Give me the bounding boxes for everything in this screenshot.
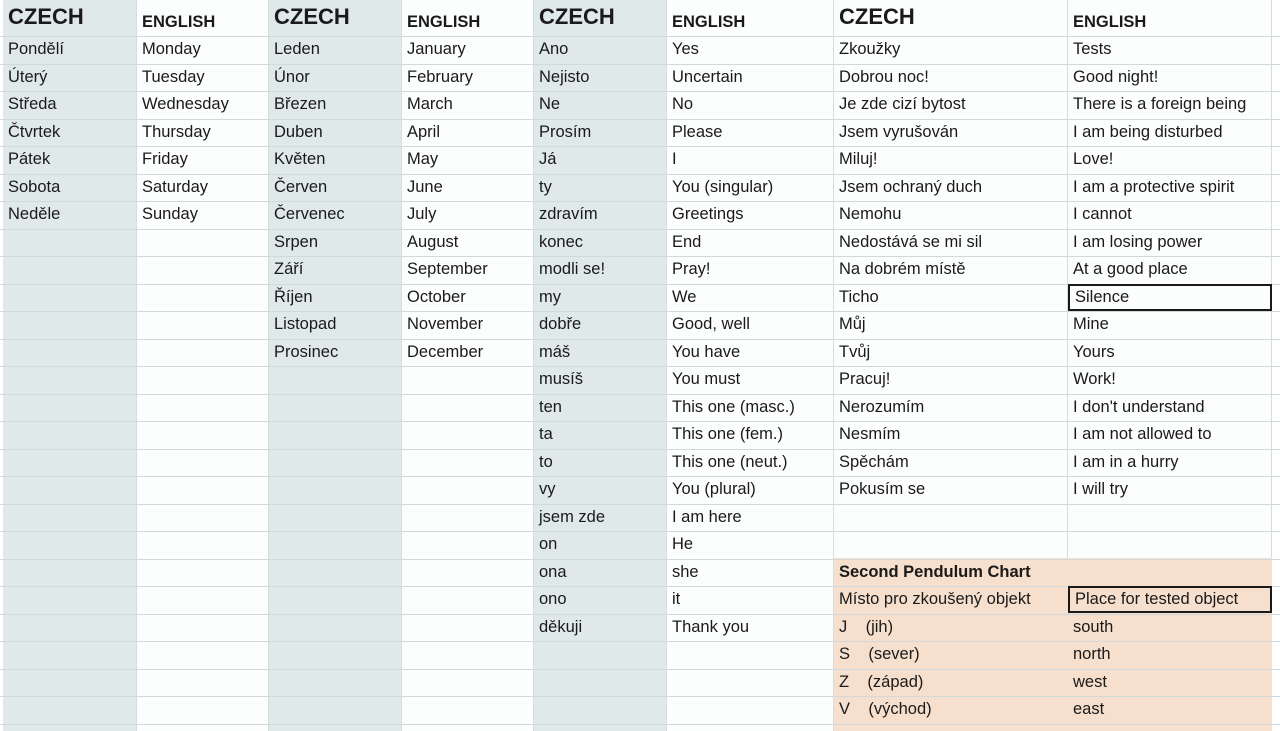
header-english: ENGLISH [142, 13, 216, 31]
words-english-cell: No [672, 95, 694, 113]
pendulum-english-cell: south [1073, 618, 1114, 636]
grid-line [0, 724, 1280, 725]
words-english-cell: Greetings [672, 205, 744, 223]
words-english-cell: This one (neut.) [672, 453, 788, 471]
phrases-czech-cell: Zkoužky [839, 40, 901, 58]
words-english-cell: she [672, 563, 699, 581]
phrases-czech-cell: Dobrou noc! [839, 68, 929, 86]
words-czech-cell: dobře [539, 315, 582, 333]
phrases-english-cell: I will try [1073, 480, 1128, 498]
phrases-czech-cell: Nesmím [839, 425, 901, 443]
pendulum-czech-cell: Místo pro zkoušený objekt [839, 590, 1031, 608]
months-english-cell: January [407, 40, 466, 58]
words-english-cell: He [672, 535, 694, 553]
phrases-czech-cell: Na dobrém místě [839, 260, 966, 278]
words-czech-cell: musíš [539, 370, 584, 388]
words-czech-cell: ona [539, 563, 567, 581]
phrases-czech-cell: Nerozumím [839, 398, 925, 416]
phrases-czech-cell: Ticho [839, 288, 879, 306]
months-czech-cell: Listopad [274, 315, 337, 333]
words-czech-cell: vy [539, 480, 556, 498]
phrases-english-cell: Tests [1073, 40, 1112, 58]
pendulum-english-cell: east [1073, 700, 1105, 718]
words-english-cell: End [672, 233, 702, 251]
words-english-cell: You (singular) [672, 178, 774, 196]
words-czech-cell: ten [539, 398, 562, 416]
phrases-english-cell: Love! [1073, 150, 1114, 168]
words-czech-cell: ty [539, 178, 552, 196]
months-english-cell: May [407, 150, 439, 168]
words-czech-cell: Prosím [539, 123, 592, 141]
words-english-cell: Please [672, 123, 723, 141]
phrases-english-cell: Good night! [1073, 68, 1159, 86]
header-czech: CZECH [274, 4, 350, 29]
header-english: ENGLISH [1073, 13, 1147, 31]
phrases-english-cell: At a good place [1073, 260, 1188, 278]
months-english-cell: July [407, 205, 437, 223]
header-english: ENGLISH [672, 13, 746, 31]
words-czech-cell: konec [539, 233, 584, 251]
phrases-czech-cell: Tvůj [839, 343, 871, 361]
phrases-english-cell: Yours [1073, 343, 1115, 361]
words-english-cell: You must [672, 370, 741, 388]
words-english-cell: Uncertain [672, 68, 743, 86]
days-czech-cell: Neděle [8, 205, 61, 223]
phrases-czech-cell: Pokusím se [839, 480, 926, 498]
days-english-cell: Saturday [142, 178, 209, 196]
pendulum-czech-cell: J (jih) [839, 618, 894, 636]
pendulum-english-cell: west [1073, 673, 1107, 691]
selected-cell: Silence [1068, 284, 1272, 311]
days-czech-cell: Středa [8, 95, 57, 113]
words-english-cell: This one (fem.) [672, 425, 783, 443]
phrases-english-cell: I am a protective spirit [1073, 178, 1235, 196]
months-czech-cell: Duben [274, 123, 323, 141]
months-english-cell: March [407, 95, 453, 113]
phrases-english-cell: There is a foreign being [1073, 95, 1247, 113]
words-english-cell: Pray! [672, 260, 711, 278]
phrases-english-cell: I am losing power [1073, 233, 1203, 251]
days-english-cell: Sunday [142, 205, 198, 223]
phrases-czech-cell: Nedostává se mi sil [839, 233, 983, 251]
phrases-czech-cell: Miluj! [839, 150, 878, 168]
months-czech-cell: Září [274, 260, 304, 278]
words-czech-cell: Ne [539, 95, 561, 113]
words-english-cell: I am here [672, 508, 742, 526]
words-english-cell: Yes [672, 40, 699, 58]
selected-cell: Place for tested object [1068, 586, 1272, 613]
months-czech-cell: Srpen [274, 233, 319, 251]
words-english-cell: This one (masc.) [672, 398, 795, 416]
months-czech-cell: Březen [274, 95, 327, 113]
pendulum-czech-cell: S (sever) [839, 645, 920, 663]
days-english-cell: Thursday [142, 123, 211, 141]
months-czech-cell: Prosinec [274, 343, 339, 361]
months-english-cell: September [407, 260, 488, 278]
phrases-english-cell: Mine [1073, 315, 1109, 333]
pendulum-chart-title: Second Pendulum Chart [839, 563, 1031, 581]
months-english-cell: October [407, 288, 466, 306]
words-czech-cell: Já [539, 150, 557, 168]
phrases-czech-cell: Je zde cizí bytost [839, 95, 966, 113]
words-czech-cell: to [539, 453, 553, 471]
months-czech-cell: Květen [274, 150, 326, 168]
words-czech-cell: Ano [539, 40, 569, 58]
phrases-english-cell: I am not allowed to [1073, 425, 1212, 443]
pendulum-english-cell: north [1073, 645, 1111, 663]
months-czech-cell: Říjen [274, 288, 313, 306]
words-czech-cell: Nejisto [539, 68, 590, 86]
words-czech-cell: zdravím [539, 205, 598, 223]
months-czech-cell: Červenec [274, 205, 345, 223]
words-english-cell: Thank you [672, 618, 750, 636]
words-czech-cell: ta [539, 425, 553, 443]
months-english-cell: November [407, 315, 484, 333]
header-czech: CZECH [539, 4, 615, 29]
days-english-cell: Monday [142, 40, 201, 58]
days-english-cell: Wednesday [142, 95, 229, 113]
words-czech-cell: modli se! [539, 260, 606, 278]
phrases-english-cell: I am in a hurry [1073, 453, 1179, 471]
days-czech-cell: Pondělí [8, 40, 64, 58]
days-czech-cell: Sobota [8, 178, 61, 196]
words-english-cell: You (plural) [672, 480, 756, 498]
words-english-cell: it [672, 590, 681, 608]
phrases-english-cell: I don't understand [1073, 398, 1205, 416]
header-czech: CZECH [8, 4, 84, 29]
pendulum-czech-cell: Z (západ) [839, 673, 924, 691]
days-czech-cell: Úterý [8, 68, 48, 86]
words-english-cell: I [672, 150, 677, 168]
words-czech-cell: máš [539, 343, 571, 361]
months-english-cell: February [407, 68, 474, 86]
words-czech-cell: děkuji [539, 618, 583, 636]
phrases-czech-cell: Jsem ochraný duch [839, 178, 983, 196]
phrases-czech-cell: Spěchám [839, 453, 909, 471]
words-english-cell: Good, well [672, 315, 750, 333]
months-english-cell: August [407, 233, 459, 251]
phrases-czech-cell: Pracuj! [839, 370, 891, 388]
months-czech-cell: Leden [274, 40, 320, 58]
phrases-czech-cell: Můj [839, 315, 866, 333]
phrases-english-cell: I am being disturbed [1073, 123, 1223, 141]
pendulum-czech-cell: V (východ) [839, 700, 932, 718]
words-english-cell: You have [672, 343, 741, 361]
months-czech-cell: Červen [274, 178, 328, 196]
phrases-czech-cell: Jsem vyrušován [839, 123, 959, 141]
words-czech-cell: ono [539, 590, 567, 608]
header-czech: CZECH [839, 4, 915, 29]
months-english-cell: December [407, 343, 484, 361]
phrases-english-cell: I cannot [1073, 205, 1132, 223]
days-czech-cell: Čtvrtek [8, 123, 61, 141]
words-czech-cell: jsem zde [539, 508, 606, 526]
days-czech-cell: Pátek [8, 150, 51, 168]
months-english-cell: June [407, 178, 443, 196]
words-czech-cell: on [539, 535, 558, 553]
words-english-cell: We [672, 288, 697, 306]
months-czech-cell: Únor [274, 68, 310, 86]
days-english-cell: Friday [142, 150, 188, 168]
days-english-cell: Tuesday [142, 68, 205, 86]
phrases-english-cell: Work! [1073, 370, 1116, 388]
phrases-czech-cell: Nemohu [839, 205, 902, 223]
months-english-cell: April [407, 123, 441, 141]
words-czech-cell: my [539, 288, 561, 306]
header-english: ENGLISH [407, 13, 481, 31]
